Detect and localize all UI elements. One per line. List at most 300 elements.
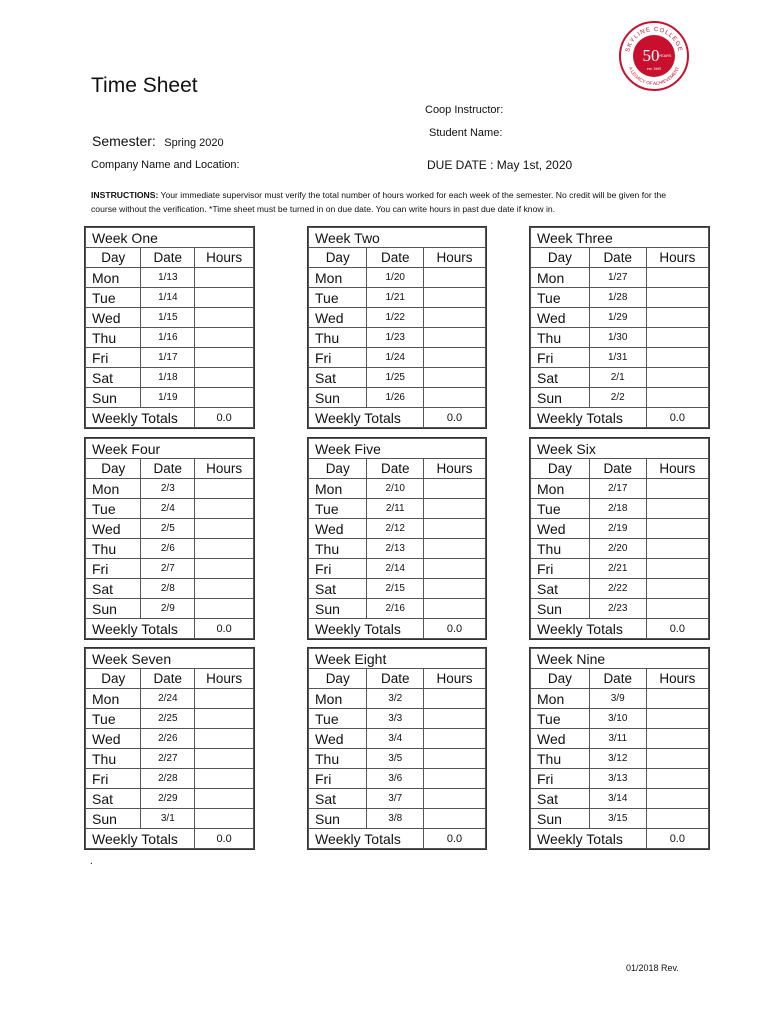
- date-cell: 2/9: [141, 599, 195, 619]
- day-cell: Mon: [309, 479, 367, 499]
- hours-input-cell[interactable]: [424, 368, 486, 388]
- date-cell: 3/6: [367, 769, 424, 789]
- day-row: [531, 689, 709, 709]
- date-cell: 3/5: [367, 749, 424, 769]
- week-table: [84, 226, 255, 429]
- hours-input-cell[interactable]: [424, 809, 486, 829]
- day-row: [309, 388, 486, 408]
- hours-input-cell[interactable]: [195, 559, 254, 579]
- date-cell: 3/2: [367, 689, 424, 709]
- day-header: Day: [86, 248, 141, 268]
- weekly-total-value: 0.0: [646, 408, 708, 428]
- hours-header: Hours: [195, 459, 254, 479]
- logo-arc-top: SKYLINE COLLEGE: [625, 26, 683, 53]
- hours-input-cell[interactable]: [646, 388, 708, 408]
- date-header: Date: [367, 459, 424, 479]
- day-row: [309, 749, 486, 769]
- day-row: [309, 789, 486, 809]
- day-cell: Sun: [86, 599, 141, 619]
- date-header: Date: [367, 248, 424, 268]
- week-table: [529, 437, 710, 640]
- week-title: Week Nine: [531, 649, 709, 669]
- hours-input-cell[interactable]: [646, 328, 708, 348]
- day-cell: Sat: [309, 789, 367, 809]
- weekly-total-value: 0.0: [646, 619, 708, 639]
- hours-input-cell[interactable]: [646, 709, 708, 729]
- date-cell: 1/22: [367, 308, 424, 328]
- hours-input-cell[interactable]: [646, 479, 708, 499]
- day-header: Day: [86, 669, 141, 689]
- weekly-totals-label: Weekly Totals: [309, 829, 424, 849]
- due-date: DUE DATE : May 1st, 2020: [427, 158, 573, 172]
- hours-input-cell[interactable]: [424, 729, 486, 749]
- day-cell: Fri: [531, 769, 590, 789]
- company-label: Company Name and Location:: [91, 159, 240, 171]
- day-cell: Tue: [86, 288, 141, 308]
- hours-input-cell[interactable]: [195, 809, 254, 829]
- day-row: [309, 539, 486, 559]
- day-cell: Sun: [531, 388, 590, 408]
- day-cell: Sat: [531, 789, 590, 809]
- day-row: [531, 729, 709, 749]
- day-cell: Sun: [309, 388, 367, 408]
- day-row: [309, 499, 486, 519]
- date-cell: 3/9: [589, 689, 646, 709]
- weekly-total-value: 0.0: [195, 408, 254, 428]
- date-cell: 2/12: [367, 519, 424, 539]
- weekly-totals-label: Weekly Totals: [309, 408, 424, 428]
- date-cell: 3/14: [589, 789, 646, 809]
- day-cell: Tue: [309, 288, 367, 308]
- day-row: [86, 479, 254, 499]
- weekly-total-value: 0.0: [424, 829, 486, 849]
- day-row: [531, 328, 709, 348]
- day-header: Day: [309, 669, 367, 689]
- day-row: [86, 709, 254, 729]
- hours-input-cell[interactable]: [195, 729, 254, 749]
- logo-years: YEARS: [658, 54, 672, 58]
- date-cell: 1/19: [141, 388, 195, 408]
- hours-input-cell[interactable]: [424, 599, 486, 619]
- hours-input-cell[interactable]: [646, 368, 708, 388]
- hours-input-cell[interactable]: [424, 348, 486, 368]
- day-cell: Sat: [86, 368, 141, 388]
- day-row: [531, 519, 709, 539]
- day-row: [86, 689, 254, 709]
- day-row: [86, 559, 254, 579]
- day-cell: Sun: [309, 809, 367, 829]
- date-header: Date: [589, 248, 646, 268]
- hours-header: Hours: [424, 248, 486, 268]
- weekly-totals-label: Weekly Totals: [531, 619, 647, 639]
- day-row: [309, 328, 486, 348]
- date-cell: 2/6: [141, 539, 195, 559]
- day-row: [531, 809, 709, 829]
- hours-input-cell[interactable]: [646, 579, 708, 599]
- day-cell: Wed: [86, 308, 141, 328]
- day-row: [309, 809, 486, 829]
- date-cell: 2/23: [589, 599, 646, 619]
- day-cell: Sun: [531, 599, 590, 619]
- hours-input-cell[interactable]: [195, 479, 254, 499]
- day-cell: Sat: [86, 579, 141, 599]
- day-row: [86, 599, 254, 619]
- hours-input-cell[interactable]: [646, 599, 708, 619]
- hours-header: Hours: [424, 669, 486, 689]
- day-cell: Tue: [309, 499, 367, 519]
- hours-input-cell[interactable]: [195, 268, 254, 288]
- hours-input-cell[interactable]: [424, 789, 486, 809]
- revision-label: 01/2018 Rev.: [626, 963, 679, 973]
- day-cell: Mon: [309, 268, 367, 288]
- hours-input-cell[interactable]: [195, 599, 254, 619]
- weekly-totals-label: Weekly Totals: [86, 829, 195, 849]
- hours-input-cell[interactable]: [195, 749, 254, 769]
- hours-input-cell[interactable]: [195, 789, 254, 809]
- hours-input-cell[interactable]: [424, 388, 486, 408]
- week-title: Week Three: [531, 228, 709, 248]
- day-row: [531, 769, 709, 789]
- hours-input-cell[interactable]: [195, 368, 254, 388]
- date-cell: 1/13: [141, 268, 195, 288]
- day-row: [86, 499, 254, 519]
- weekly-totals-row: [309, 619, 486, 639]
- weekly-totals-label: Weekly Totals: [86, 408, 195, 428]
- hours-input-cell[interactable]: [195, 388, 254, 408]
- date-cell: 1/30: [589, 328, 646, 348]
- date-cell: 2/1: [589, 368, 646, 388]
- day-cell: Wed: [86, 729, 141, 749]
- hours-input-cell[interactable]: [424, 308, 486, 328]
- date-cell: 3/7: [367, 789, 424, 809]
- hours-input-cell[interactable]: [646, 789, 708, 809]
- week-title: Week Five: [309, 439, 486, 459]
- hours-header: Hours: [195, 248, 254, 268]
- hours-input-cell[interactable]: [195, 308, 254, 328]
- hours-input-cell[interactable]: [424, 559, 486, 579]
- day-row: [531, 268, 709, 288]
- hours-input-cell[interactable]: [424, 499, 486, 519]
- weekly-totals-label: Weekly Totals: [531, 408, 647, 428]
- day-row: [309, 599, 486, 619]
- hours-input-cell[interactable]: [646, 559, 708, 579]
- date-cell: 1/26: [367, 388, 424, 408]
- day-header: Day: [531, 459, 590, 479]
- day-header: Day: [531, 248, 590, 268]
- day-row: [309, 559, 486, 579]
- day-cell: Thu: [309, 328, 367, 348]
- hours-input-cell[interactable]: [424, 709, 486, 729]
- weekly-totals-row: [86, 619, 254, 639]
- day-row: [309, 519, 486, 539]
- page-title: Time Sheet: [91, 74, 198, 97]
- day-cell: Wed: [531, 519, 590, 539]
- weekly-totals-row: [309, 408, 486, 428]
- hours-input-cell[interactable]: [424, 519, 486, 539]
- day-row: [309, 268, 486, 288]
- hours-input-cell[interactable]: [195, 579, 254, 599]
- hours-input-cell[interactable]: [195, 709, 254, 729]
- day-header: Day: [309, 459, 367, 479]
- day-row: [531, 749, 709, 769]
- day-cell: Thu: [86, 539, 141, 559]
- date-cell: 1/21: [367, 288, 424, 308]
- date-cell: 2/26: [141, 729, 195, 749]
- hours-header: Hours: [424, 459, 486, 479]
- day-cell: Fri: [531, 348, 590, 368]
- date-cell: 3/11: [589, 729, 646, 749]
- date-cell: 1/20: [367, 268, 424, 288]
- day-cell: Sun: [309, 599, 367, 619]
- day-row: [531, 599, 709, 619]
- hours-input-cell[interactable]: [424, 268, 486, 288]
- day-cell: Sun: [86, 809, 141, 829]
- weekly-total-value: 0.0: [195, 829, 254, 849]
- day-cell: Thu: [531, 328, 590, 348]
- logo-est: est. 1969: [647, 67, 661, 71]
- hours-input-cell[interactable]: [424, 579, 486, 599]
- day-row: [86, 368, 254, 388]
- day-cell: Fri: [309, 348, 367, 368]
- day-cell: Tue: [531, 499, 590, 519]
- day-cell: Fri: [309, 559, 367, 579]
- week-table: [529, 226, 710, 429]
- hours-input-cell[interactable]: [646, 749, 708, 769]
- day-cell: Thu: [309, 539, 367, 559]
- day-cell: Wed: [531, 308, 590, 328]
- day-cell: Sat: [531, 368, 590, 388]
- date-cell: 2/22: [589, 579, 646, 599]
- date-cell: 1/24: [367, 348, 424, 368]
- hours-input-cell[interactable]: [195, 519, 254, 539]
- day-row: [86, 288, 254, 308]
- hours-input-cell[interactable]: [646, 769, 708, 789]
- day-row: [309, 348, 486, 368]
- day-row: [86, 519, 254, 539]
- date-cell: 3/8: [367, 809, 424, 829]
- date-cell: 2/25: [141, 709, 195, 729]
- weekly-total-value: 0.0: [424, 408, 486, 428]
- date-header: Date: [589, 459, 646, 479]
- hours-input-cell[interactable]: [195, 769, 254, 789]
- hours-input-cell[interactable]: [424, 479, 486, 499]
- day-cell: Mon: [86, 689, 141, 709]
- skyline-college-50-years-logo: [618, 20, 690, 92]
- day-cell: Mon: [86, 479, 141, 499]
- weekly-totals-row: [86, 408, 254, 428]
- week-title: Week Eight: [309, 649, 486, 669]
- day-row: [531, 499, 709, 519]
- date-cell: 2/11: [367, 499, 424, 519]
- day-cell: Tue: [86, 499, 141, 519]
- day-cell: Tue: [309, 709, 367, 729]
- day-row: [531, 559, 709, 579]
- logo-arc-bottom: A LEGACY OF ACHIEVEMENT: [627, 66, 681, 87]
- day-row: [531, 368, 709, 388]
- day-row: [86, 348, 254, 368]
- weekly-total-value: 0.0: [424, 619, 486, 639]
- day-cell: Mon: [531, 689, 590, 709]
- week-table: [307, 226, 487, 429]
- weekly-totals-row: [531, 619, 709, 639]
- date-cell: 1/28: [589, 288, 646, 308]
- day-cell: Thu: [86, 749, 141, 769]
- day-cell: Sat: [309, 579, 367, 599]
- hours-input-cell[interactable]: [195, 288, 254, 308]
- date-cell: 2/29: [141, 789, 195, 809]
- weekly-totals-label: Weekly Totals: [309, 619, 424, 639]
- day-row: [86, 769, 254, 789]
- day-row: [531, 308, 709, 328]
- date-cell: 2/14: [367, 559, 424, 579]
- day-cell: Wed: [86, 519, 141, 539]
- date-cell: 3/12: [589, 749, 646, 769]
- hours-header: Hours: [195, 669, 254, 689]
- day-cell: Wed: [309, 729, 367, 749]
- date-header: Date: [367, 669, 424, 689]
- date-cell: 1/16: [141, 328, 195, 348]
- instructions-text: Your immediate supervisor must verify the total number of hours worked for each week of the semester. No credit will be given for the course without the verification. *Time sheet must be turned in on due date. You can write hours in past due date if know in.: [91, 190, 667, 214]
- day-cell: Fri: [86, 769, 141, 789]
- hours-input-cell[interactable]: [646, 539, 708, 559]
- date-cell: 2/7: [141, 559, 195, 579]
- hours-input-cell[interactable]: [424, 769, 486, 789]
- day-row: [531, 789, 709, 809]
- date-cell: 1/17: [141, 348, 195, 368]
- hours-input-cell[interactable]: [424, 749, 486, 769]
- hours-input-cell[interactable]: [195, 539, 254, 559]
- hours-input-cell[interactable]: [646, 268, 708, 288]
- day-row: [531, 388, 709, 408]
- weekly-totals-row: [531, 408, 709, 428]
- day-row: [86, 809, 254, 829]
- hours-input-cell[interactable]: [646, 308, 708, 328]
- day-row: [309, 368, 486, 388]
- date-cell: 1/23: [367, 328, 424, 348]
- day-row: [531, 579, 709, 599]
- hours-input-cell[interactable]: [646, 729, 708, 749]
- day-row: [531, 709, 709, 729]
- day-row: [309, 579, 486, 599]
- day-row: [309, 769, 486, 789]
- date-cell: 2/27: [141, 749, 195, 769]
- semester-value: Spring 2020: [164, 137, 224, 149]
- hours-input-cell[interactable]: [195, 689, 254, 709]
- hours-input-cell[interactable]: [424, 328, 486, 348]
- day-cell: Wed: [309, 519, 367, 539]
- week-table: [307, 647, 487, 850]
- day-row: [309, 479, 486, 499]
- hours-input-cell[interactable]: [424, 539, 486, 559]
- day-cell: Sat: [86, 789, 141, 809]
- week-table: [84, 437, 255, 640]
- hours-input-cell[interactable]: [195, 348, 254, 368]
- day-cell: Sun: [531, 809, 590, 829]
- day-row: [86, 749, 254, 769]
- day-cell: Fri: [86, 348, 141, 368]
- day-header: Day: [86, 459, 141, 479]
- week-title: Week Four: [86, 439, 254, 459]
- day-cell: Fri: [309, 769, 367, 789]
- date-cell: 1/31: [589, 348, 646, 368]
- day-cell: Thu: [86, 328, 141, 348]
- day-cell: Thu: [531, 749, 590, 769]
- day-row: [531, 479, 709, 499]
- weekly-total-value: 0.0: [195, 619, 254, 639]
- hours-input-cell[interactable]: [195, 499, 254, 519]
- day-row: [86, 308, 254, 328]
- weekly-totals-row: [531, 829, 709, 849]
- date-cell: 2/5: [141, 519, 195, 539]
- week-table: [84, 647, 255, 850]
- week-title: Week Two: [309, 228, 486, 248]
- hours-input-cell[interactable]: [424, 689, 486, 709]
- hours-input-cell[interactable]: [195, 328, 254, 348]
- day-cell: Tue: [531, 709, 590, 729]
- date-cell: 2/10: [367, 479, 424, 499]
- day-row: [309, 709, 486, 729]
- weekly-totals-row: [309, 829, 486, 849]
- date-cell: 1/25: [367, 368, 424, 388]
- hours-input-cell[interactable]: [646, 288, 708, 308]
- week-table: [529, 647, 710, 850]
- week-table: [307, 437, 487, 640]
- date-cell: 1/27: [589, 268, 646, 288]
- day-row: [531, 288, 709, 308]
- date-cell: 1/15: [141, 308, 195, 328]
- hours-input-cell[interactable]: [646, 689, 708, 709]
- date-cell: 1/14: [141, 288, 195, 308]
- day-row: [86, 268, 254, 288]
- hours-header: Hours: [646, 669, 708, 689]
- date-cell: 2/8: [141, 579, 195, 599]
- day-cell: Mon: [531, 268, 590, 288]
- date-header: Date: [141, 248, 195, 268]
- date-cell: 2/3: [141, 479, 195, 499]
- hours-input-cell[interactable]: [646, 519, 708, 539]
- date-cell: 2/20: [589, 539, 646, 559]
- hours-input-cell[interactable]: [646, 809, 708, 829]
- date-cell: 1/18: [141, 368, 195, 388]
- day-cell: Fri: [531, 559, 590, 579]
- semester-label: Semester:: [92, 133, 156, 149]
- day-row: [531, 348, 709, 368]
- day-cell: Sat: [309, 368, 367, 388]
- hours-input-cell[interactable]: [646, 348, 708, 368]
- weekly-totals-label: Weekly Totals: [86, 619, 195, 639]
- day-row: [86, 328, 254, 348]
- date-cell: 2/15: [367, 579, 424, 599]
- date-cell: 3/4: [367, 729, 424, 749]
- footer-dot: .: [90, 856, 93, 867]
- day-row: [309, 288, 486, 308]
- semester-line: [92, 133, 224, 151]
- day-cell: Wed: [531, 729, 590, 749]
- date-header: Date: [141, 669, 195, 689]
- day-cell: Mon: [309, 689, 367, 709]
- day-cell: Mon: [531, 479, 590, 499]
- day-row: [309, 729, 486, 749]
- day-cell: Tue: [86, 709, 141, 729]
- date-cell: 2/19: [589, 519, 646, 539]
- date-cell: 2/13: [367, 539, 424, 559]
- hours-input-cell[interactable]: [646, 499, 708, 519]
- date-cell: 2/2: [589, 388, 646, 408]
- date-cell: 3/3: [367, 709, 424, 729]
- hours-input-cell[interactable]: [424, 288, 486, 308]
- day-cell: Thu: [531, 539, 590, 559]
- hours-header: Hours: [646, 248, 708, 268]
